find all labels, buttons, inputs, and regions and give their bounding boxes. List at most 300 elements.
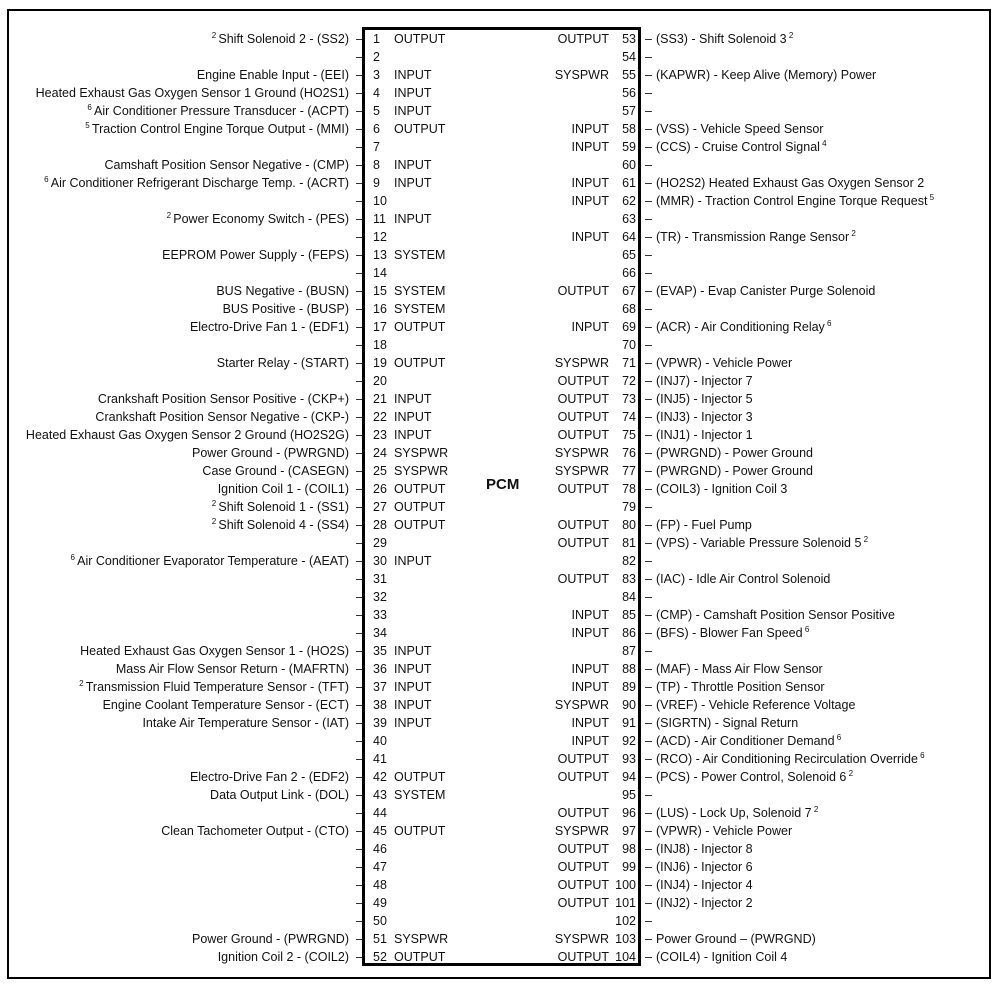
left-pin-lead: – (356, 644, 363, 658)
footnote-marker: 5 (927, 193, 935, 202)
left-pin-lead: – (356, 932, 363, 946)
left-pin-number: 35 (373, 644, 387, 658)
left-pin-signal-type: OUTPUT (394, 320, 446, 334)
left-pin-number: 16 (373, 302, 387, 316)
right-pin-signal-type: INPUT (571, 608, 609, 622)
right-pin-description-text: (PWRGND) - Power Ground (656, 464, 813, 478)
right-pin-signal-type: OUTPUT (557, 896, 609, 910)
right-pin-lead: – (645, 302, 652, 316)
left-pin-description-text: Ignition Coil 2 - (COIL2) (217, 950, 349, 964)
right-pin-number: 85 (622, 608, 636, 622)
right-pin-row (0, 228, 1001, 246)
right-pin-description (656, 174, 924, 192)
right-pin-lead: – (645, 608, 652, 622)
left-pin-lead: – (356, 356, 363, 370)
right-pin-description (656, 624, 809, 642)
left-pin-signal-type: INPUT (394, 104, 432, 118)
right-pin-description-text: (INJ2) - Injector 2 (656, 896, 753, 910)
right-pin-lead: – (645, 536, 652, 550)
right-pin-number: 95 (622, 788, 636, 802)
right-pin-description-text: (MAF) - Mass Air Flow Sensor (656, 662, 823, 676)
left-pin-description-text: Air Conditioner Pressure Transducer - (ACPT) (94, 104, 349, 118)
left-pin-signal-type: SYSTEM (394, 284, 446, 298)
footnote-marker: 2 (211, 517, 219, 526)
left-pin-signal-type: INPUT (394, 662, 432, 676)
footnote-marker: 2 (846, 769, 854, 778)
right-pin-description-text: (INJ1) - Injector 1 (656, 428, 753, 442)
right-pin-lead: – (645, 860, 652, 874)
right-pin-number: 59 (622, 140, 636, 154)
right-pin-description (656, 480, 787, 498)
right-pin-lead: – (645, 752, 652, 766)
left-pin-description-text: BUS Positive - (BUSP) (222, 302, 349, 316)
left-pin-number: 29 (373, 536, 387, 550)
right-pin-number: 67 (622, 284, 636, 298)
left-pin-number: 33 (373, 608, 387, 622)
right-pin-description (656, 354, 792, 372)
left-pin-number: 13 (373, 248, 387, 262)
right-pin-number: 92 (622, 734, 636, 748)
right-pin-signal-type: SYSPWR (554, 464, 609, 478)
right-pin-number: 77 (622, 464, 636, 478)
right-pin-signal-type: SYSPWR (554, 932, 609, 946)
right-pin-number: 99 (622, 860, 636, 874)
left-pin-description-text: Starter Relay - (START) (216, 356, 349, 370)
right-pin-number: 97 (622, 824, 636, 838)
left-pin-signal-type: OUTPUT (394, 32, 446, 46)
left-pin-number: 5 (373, 104, 380, 118)
right-pin-row (0, 156, 1001, 174)
left-pin-lead: – (356, 518, 363, 532)
right-pin-description-text: (COIL3) - Ignition Coil 3 (656, 482, 788, 496)
left-pin-number: 28 (373, 518, 387, 532)
left-pin-description-text: Traction Control Engine Torque Output - (MMI) (91, 122, 349, 136)
right-pin-description-text: (BFS) - Blower Fan Speed (656, 626, 803, 640)
left-pin-number: 44 (373, 806, 387, 820)
right-pin-description-text: (ACD) - Air Conditioner Demand (656, 734, 835, 748)
left-pin-number: 18 (373, 338, 387, 352)
right-pin-description-text: (EVAP) - Evap Canister Purge Solenoid (656, 284, 876, 298)
footnote-marker: 6 (834, 733, 842, 742)
right-pin-lead: – (645, 68, 652, 82)
left-pin-number: 50 (373, 914, 387, 928)
right-pin-lead: – (645, 518, 652, 532)
left-pin-lead: – (356, 338, 363, 352)
left-pin-lead: – (356, 734, 363, 748)
right-pin-description (656, 678, 825, 696)
left-pin-description-text: Power Ground - (PWRGND) (192, 932, 349, 946)
left-pin-signal-type: OUTPUT (394, 356, 446, 370)
right-pin-row (0, 390, 1001, 408)
left-pin-description-text: Data Output Link - (DOL) (210, 788, 349, 802)
left-pin-number: 31 (373, 572, 387, 586)
right-pin-signal-type: INPUT (571, 176, 609, 190)
right-pin-number: 83 (622, 572, 636, 586)
left-pin-number: 24 (373, 446, 387, 460)
right-pin-signal-type: OUTPUT (557, 950, 609, 964)
right-pin-lead: – (645, 842, 652, 856)
left-pin-number: 40 (373, 734, 387, 748)
right-pin-row (0, 804, 1001, 822)
left-pin-number: 1 (373, 32, 380, 46)
left-pin-lead: – (356, 104, 363, 118)
right-pin-number: 81 (622, 536, 636, 550)
right-pin-lead: – (645, 932, 652, 946)
right-pin-lead: – (645, 410, 652, 424)
left-pin-number: 23 (373, 428, 387, 442)
right-pin-number: 73 (622, 392, 636, 406)
right-pin-description (656, 318, 831, 336)
left-pin-number: 38 (373, 698, 387, 712)
left-pin-description-text: Intake Air Temperature Sensor - (IAT) (142, 716, 349, 730)
left-pin-lead: – (356, 392, 363, 406)
right-pin-description-text: (HO2S2) Heated Exhaust Gas Oxygen Sensor 2 (656, 176, 925, 190)
left-pin-signal-type: INPUT (394, 158, 432, 172)
right-pin-lead: – (645, 230, 652, 244)
right-pin-row (0, 948, 1001, 966)
left-pin-description-text: Crankshaft Position Sensor Positive - (CKP+) (97, 392, 349, 406)
right-pin-number: 102 (615, 914, 636, 928)
left-pin-number: 46 (373, 842, 387, 856)
left-pin-number: 2 (373, 50, 380, 64)
left-pin-number: 25 (373, 464, 387, 478)
left-pin-description-text: Clean Tachometer Output - (CTO) (161, 824, 349, 838)
right-pin-description (656, 858, 753, 876)
left-pin-lead: – (356, 788, 363, 802)
left-pin-lead: – (356, 446, 363, 460)
left-pin-signal-type: INPUT (394, 410, 432, 424)
right-pin-description (656, 696, 855, 714)
right-pin-lead: – (645, 896, 652, 910)
right-pin-signal-type: SYSPWR (554, 698, 609, 712)
right-pin-description-text: (ACR) - Air Conditioning Relay (656, 320, 825, 334)
left-pin-lead: – (356, 590, 363, 604)
right-pin-lead: – (645, 824, 652, 838)
right-pin-signal-type: OUTPUT (557, 410, 609, 424)
right-pin-number: 84 (622, 590, 636, 604)
right-pin-row (0, 444, 1001, 462)
left-pin-signal-type: INPUT (394, 698, 432, 712)
right-pin-lead: – (645, 140, 652, 154)
right-pin-number: 79 (622, 500, 636, 514)
left-pin-signal-type: OUTPUT (394, 482, 446, 496)
right-pin-number: 60 (622, 158, 636, 172)
left-pin-number: 36 (373, 662, 387, 676)
left-pin-lead: – (356, 752, 363, 766)
left-pin-lead: – (356, 158, 363, 172)
footnote-marker: 2 (211, 499, 219, 508)
left-pin-lead: – (356, 230, 363, 244)
right-pin-number: 93 (622, 752, 636, 766)
right-pin-lead: – (645, 320, 652, 334)
right-pin-lead: – (645, 716, 652, 730)
right-pin-lead: – (645, 464, 652, 478)
right-pin-number: 71 (622, 356, 636, 370)
right-pin-row (0, 120, 1001, 138)
left-pin-signal-type: INPUT (394, 428, 432, 442)
footnote-marker: 6 (917, 751, 925, 760)
right-pin-lead: – (645, 356, 652, 370)
left-pin-signal-type: SYSTEM (394, 248, 446, 262)
right-pin-number: 94 (622, 770, 636, 784)
left-pin-description-text: Electro-Drive Fan 2 - (EDF2) (189, 770, 349, 784)
right-pin-row (0, 372, 1001, 390)
right-pin-row (0, 282, 1001, 300)
left-pin-number: 22 (373, 410, 387, 424)
right-pin-description-text: (MMR) - Traction Control Engine Torque Request (656, 194, 928, 208)
right-pin-signal-type: OUTPUT (557, 482, 609, 496)
right-pin-lead: – (645, 176, 652, 190)
footnote-marker: 6 (44, 175, 51, 184)
right-pin-description-text: (RCO) - Air Conditioning Recirculation Override (656, 752, 918, 766)
right-pin-lead: – (645, 32, 652, 46)
right-pin-row (0, 30, 1001, 48)
right-pin-number: 98 (622, 842, 636, 856)
left-pin-lead: – (356, 284, 363, 298)
right-pin-row (0, 246, 1001, 264)
right-pin-number: 54 (622, 50, 636, 64)
right-pin-number: 78 (622, 482, 636, 496)
left-pin-number: 8 (373, 158, 380, 172)
left-pin-description-text: Engine Coolant Temperature Sensor - (ECT) (102, 698, 349, 712)
right-pin-description (656, 534, 868, 552)
right-pin-number: 65 (622, 248, 636, 262)
right-pin-lead: – (645, 482, 652, 496)
left-pin-number: 19 (373, 356, 387, 370)
right-pin-signal-type: OUTPUT (557, 428, 609, 442)
right-pin-lead: – (645, 194, 652, 208)
left-pin-lead: – (356, 572, 363, 586)
right-pin-row (0, 480, 1001, 498)
right-pin-number: 86 (622, 626, 636, 640)
right-pin-description (656, 426, 753, 444)
left-pin-number: 49 (373, 896, 387, 910)
right-pin-description-text: (VPS) - Variable Pressure Solenoid 5 (656, 536, 862, 550)
right-pin-signal-type: OUTPUT (557, 806, 609, 820)
left-pin-lead: – (356, 806, 363, 820)
right-pin-signal-type: INPUT (571, 140, 609, 154)
left-pin-description-text: Heated Exhaust Gas Oxygen Sensor 1 Ground (HO2S1) (35, 86, 349, 100)
right-pin-lead: – (645, 104, 652, 118)
right-pin-row (0, 570, 1001, 588)
left-pin-lead: – (356, 608, 363, 622)
right-pin-number: 76 (622, 446, 636, 460)
right-pin-row (0, 552, 1001, 570)
left-pin-signal-type: OUTPUT (394, 500, 446, 514)
footnote-marker: 2 (166, 211, 174, 220)
right-pin-row (0, 858, 1001, 876)
right-pin-number: 69 (622, 320, 636, 334)
left-pin-lead: – (356, 626, 363, 640)
left-pin-number: 37 (373, 680, 387, 694)
left-pin-lead: – (356, 842, 363, 856)
right-pin-number: 63 (622, 212, 636, 226)
right-pin-description-text: (IAC) - Idle Air Control Solenoid (656, 572, 831, 586)
right-pin-signal-type: INPUT (571, 680, 609, 694)
right-pin-row (0, 300, 1001, 318)
footnote-marker: 6 (70, 553, 78, 562)
footnote-marker: 6 (87, 103, 95, 112)
right-pin-lead: – (645, 338, 652, 352)
right-pin-number: 74 (622, 410, 636, 424)
left-pin-number: 34 (373, 626, 387, 640)
right-pin-row (0, 66, 1001, 84)
right-pin-lead: – (645, 806, 652, 820)
right-pin-description-text: (INJ5) - Injector 5 (656, 392, 753, 406)
right-pin-description-text: (INJ8) - Injector 8 (656, 842, 753, 856)
right-pin-signal-type: INPUT (571, 716, 609, 730)
left-pin-signal-type: INPUT (394, 176, 432, 190)
right-pin-description (656, 750, 925, 768)
right-pin-description-text: (PCS) - Power Control, Solenoid 6 (656, 770, 847, 784)
right-pin-signal-type: OUTPUT (557, 392, 609, 406)
left-pin-lead: – (356, 914, 363, 928)
right-pin-row (0, 768, 1001, 786)
right-pin-lead: – (645, 248, 652, 262)
left-pin-lead: – (356, 428, 363, 442)
right-pin-lead: – (645, 788, 652, 802)
right-pin-lead: – (645, 590, 652, 604)
left-pin-description-text: Electro-Drive Fan 1 - (EDF1) (189, 320, 349, 334)
left-pin-signal-type: INPUT (394, 392, 432, 406)
right-pin-row (0, 624, 1001, 642)
left-pin-number: 10 (373, 194, 387, 208)
right-pin-lead: – (645, 950, 652, 964)
left-pin-signal-type: OUTPUT (394, 770, 446, 784)
right-pin-description (656, 408, 753, 426)
right-pin-row (0, 786, 1001, 804)
right-pin-signal-type: INPUT (571, 194, 609, 208)
right-pin-lead: – (645, 644, 652, 658)
left-pin-lead: – (356, 716, 363, 730)
right-pin-description-text: (TP) - Throttle Position Sensor (656, 680, 825, 694)
left-pin-lead: – (356, 680, 363, 694)
left-pin-number: 51 (373, 932, 387, 946)
right-pin-description (656, 894, 753, 912)
footnote-marker: 2 (786, 31, 794, 40)
left-pin-lead: – (356, 860, 363, 874)
right-pin-description-text: (INJ3) - Injector 3 (656, 410, 753, 424)
left-pin-lead: – (356, 32, 363, 46)
left-pin-number: 9 (373, 176, 380, 190)
left-pin-number: 48 (373, 878, 387, 892)
left-pin-lead: – (356, 212, 363, 226)
right-pin-row (0, 462, 1001, 480)
left-pin-description-text: Ignition Coil 1 - (COIL1) (217, 482, 349, 496)
right-pin-signal-type: OUTPUT (557, 572, 609, 586)
left-pin-signal-type: OUTPUT (394, 518, 446, 532)
right-pin-row (0, 192, 1001, 210)
right-pin-description (656, 30, 793, 48)
right-pin-lead: – (645, 428, 652, 442)
right-pin-signal-type: INPUT (571, 662, 609, 676)
left-pin-signal-type: INPUT (394, 644, 432, 658)
right-pin-row (0, 588, 1001, 606)
left-pin-number: 32 (373, 590, 387, 604)
right-pin-number: 58 (622, 122, 636, 136)
right-pin-description-text: (INJ6) - Injector 6 (656, 860, 753, 874)
right-pin-signal-type: OUTPUT (557, 284, 609, 298)
footnote-marker: 4 (819, 139, 827, 148)
left-pin-lead: – (356, 662, 363, 676)
left-pin-signal-type: SYSTEM (394, 788, 446, 802)
footnote-marker: 5 (85, 121, 92, 130)
left-pin-number: 39 (373, 716, 387, 730)
right-pin-row (0, 876, 1001, 894)
right-pin-row (0, 210, 1001, 228)
right-pin-number: 68 (622, 302, 636, 316)
right-pin-number: 64 (622, 230, 636, 244)
right-pin-lead: – (645, 500, 652, 514)
left-pin-description-text: Power Economy Switch - (PES) (173, 212, 349, 226)
right-pin-row (0, 84, 1001, 102)
left-pin-number: 45 (373, 824, 387, 838)
right-pin-number: 55 (622, 68, 636, 82)
left-pin-signal-type: INPUT (394, 68, 432, 82)
right-pin-number: 57 (622, 104, 636, 118)
right-pin-description (656, 876, 753, 894)
right-pin-row (0, 714, 1001, 732)
footnote-marker: 6 (824, 319, 832, 328)
right-pin-signal-type: OUTPUT (557, 860, 609, 874)
right-pin-description-text: (COIL4) - Ignition Coil 4 (656, 950, 788, 964)
right-pin-description-text: Power Ground – (PWRGND) (656, 932, 816, 946)
left-pin-number: 12 (373, 230, 387, 244)
left-pin-number: 4 (373, 86, 380, 100)
left-pin-number: 41 (373, 752, 387, 766)
left-pin-lead: – (356, 320, 363, 334)
right-pin-lead: – (645, 446, 652, 460)
right-pin-signal-type: OUTPUT (557, 518, 609, 532)
footnote-marker: 2 (849, 229, 856, 238)
left-pin-signal-type: SYSPWR (394, 464, 449, 478)
right-pin-description (656, 606, 895, 624)
left-pin-lead: – (356, 896, 363, 910)
right-pin-lead: – (645, 662, 652, 676)
left-pin-number: 52 (373, 950, 387, 964)
right-pin-row (0, 264, 1001, 282)
right-pin-row (0, 516, 1001, 534)
left-pin-signal-type: INPUT (394, 680, 432, 694)
right-pin-description-text: (SIGRTN) - Signal Return (656, 716, 799, 730)
right-pin-row (0, 894, 1001, 912)
right-pin-signal-type: OUTPUT (557, 536, 609, 550)
right-pin-row (0, 426, 1001, 444)
right-pin-row (0, 660, 1001, 678)
right-pin-number: 104 (615, 950, 636, 964)
left-pin-number: 17 (373, 320, 387, 334)
right-pin-description (656, 282, 875, 300)
left-pin-lead: – (356, 302, 363, 316)
left-pin-signal-type: OUTPUT (394, 122, 446, 136)
left-pin-description-text: Engine Enable Input - (EEI) (196, 68, 349, 82)
left-pin-lead: – (356, 878, 363, 892)
left-pin-lead: – (356, 824, 363, 838)
right-pin-row (0, 534, 1001, 552)
left-pin-signal-type: INPUT (394, 716, 432, 730)
right-pin-signal-type: OUTPUT (557, 878, 609, 892)
right-pin-row (0, 822, 1001, 840)
right-pin-lead: – (645, 284, 652, 298)
left-pin-description-text: Heated Exhaust Gas Oxygen Sensor 1 - (HO2S) (80, 644, 349, 658)
right-pin-signal-type: INPUT (571, 230, 609, 244)
right-pin-number: 91 (622, 716, 636, 730)
right-pin-row (0, 840, 1001, 858)
right-pin-number: 100 (615, 878, 636, 892)
right-pin-number: 53 (622, 32, 636, 46)
right-pin-signal-type: INPUT (571, 626, 609, 640)
right-pin-row (0, 696, 1001, 714)
